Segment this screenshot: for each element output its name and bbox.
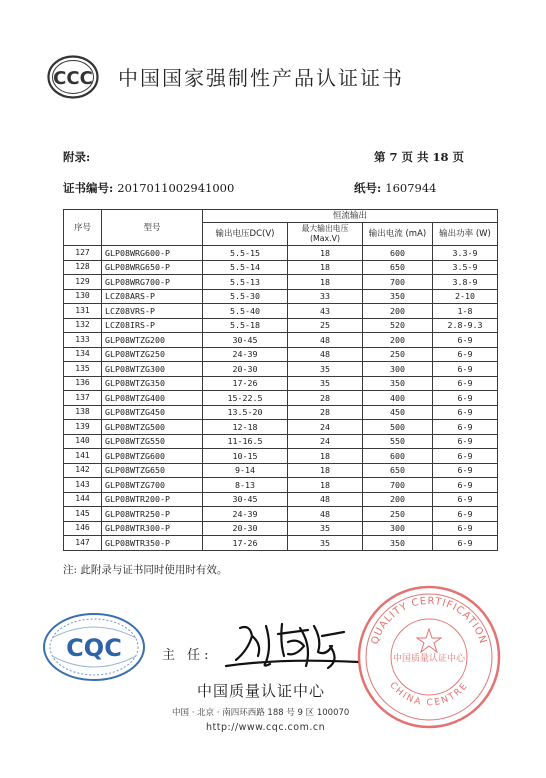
page-info: 第 7 页 共 18 页 [374,150,465,164]
row-current: 450 [363,405,433,420]
row-max-voltage: 35 [288,376,363,391]
row-seq: 140 [64,434,102,449]
header-constant-current: 恒流输出 [203,210,498,223]
row-voltage: 17-26 [203,376,288,391]
row-current: 520 [363,318,433,333]
row-voltage: 15-22.5 [203,391,288,406]
row-voltage: 20-30 [203,521,288,536]
quality-certification-seal [354,582,504,732]
row-current: 250 [363,507,433,522]
row-model: GLP08WTR300-P [102,521,203,536]
row-voltage: 5.5-40 [203,304,288,319]
table-row [64,318,498,333]
row-max-voltage: 18 [288,449,363,464]
header-power: 输出功率 (W) [433,223,498,246]
row-max-voltage: 48 [288,333,363,348]
row-seq: 132 [64,318,102,333]
row-current: 200 [363,492,433,507]
paper-number-value: 1607944 [385,181,437,195]
row-seq: 129 [64,275,102,290]
row-voltage: 9-14 [203,463,288,478]
table-row [64,405,498,420]
row-model: GLP08WRG650-P [102,260,203,275]
table-row [64,289,498,304]
row-model: GLP08WTZG200 [102,333,203,348]
row-power: 6-9 [433,376,498,391]
table-row [64,521,498,536]
row-seq: 144 [64,492,102,507]
header-seq: 序号 [64,210,102,246]
row-seq: 146 [64,521,102,536]
annex-table [63,209,498,551]
seal-text-cn: 中国质量认证中心 [392,654,466,664]
row-current: 700 [363,478,433,493]
table-row [64,347,498,362]
row-voltage: 8-13 [203,478,288,493]
row-seq: 139 [64,420,102,435]
row-max-voltage: 18 [288,463,363,478]
row-seq: 134 [64,347,102,362]
row-max-voltage: 48 [288,492,363,507]
table-row [64,275,498,290]
issuer-url: http://www.cqc.com.cn [206,722,326,733]
row-power: 3.8-9 [433,275,498,290]
row-model: GLP08WTZG450 [102,405,203,420]
row-seq: 147 [64,536,102,551]
cert-number-label: 证书编号: [63,181,114,195]
row-power: 6-9 [433,434,498,449]
table-row [64,333,498,348]
row-max-voltage: 48 [288,347,363,362]
row-current: 700 [363,275,433,290]
row-model: GLP08WTZG700 [102,478,203,493]
table-row [64,536,498,551]
row-voltage: 17-26 [203,536,288,551]
header-voltage: 输出电压DC(V) [203,223,288,246]
table-row [64,362,498,377]
row-seq: 136 [64,376,102,391]
row-voltage: 5.5-14 [203,260,288,275]
row-voltage: 5.5-30 [203,289,288,304]
table-row [64,434,498,449]
header-model: 型号 [102,210,203,246]
row-current: 400 [363,391,433,406]
row-max-voltage: 18 [288,246,363,261]
table-row [64,260,498,275]
row-voltage: 24-39 [203,507,288,522]
svg-text:CHINA CENTRE [387,681,470,709]
row-max-voltage: 28 [288,405,363,420]
row-current: 650 [363,463,433,478]
table-row [64,246,498,261]
table-body [64,246,498,551]
row-max-voltage: 18 [288,260,363,275]
row-seq: 141 [64,449,102,464]
row-power: 1-8 [433,304,498,319]
row-power: 6-9 [433,507,498,522]
row-model: GLP08WTR350-P [102,536,203,551]
row-power: 6-9 [433,405,498,420]
table-row [64,391,498,406]
row-max-voltage: 43 [288,304,363,319]
row-max-voltage: 33 [288,289,363,304]
row-model: LCZ08IRS-P [102,318,203,333]
row-voltage: 30-45 [203,492,288,507]
row-current: 350 [363,376,433,391]
row-model: GLP08WTZG350 [102,376,203,391]
row-voltage: 20-30 [203,362,288,377]
row-voltage: 5.5-18 [203,318,288,333]
ccc-logo [47,55,99,99]
row-model: GLP08WRG700-P [102,275,203,290]
row-current: 500 [363,420,433,435]
row-current: 550 [363,434,433,449]
row-seq: 138 [64,405,102,420]
row-seq: 130 [64,289,102,304]
table-row [64,420,498,435]
row-voltage: 5.5-15 [203,246,288,261]
seal-text-top: QUALITY CERTIFICATION [369,595,489,646]
row-max-voltage: 24 [288,420,363,435]
row-power: 6-9 [433,536,498,551]
row-seq: 128 [64,260,102,275]
row-seq: 137 [64,391,102,406]
row-power: 3.3-9 [433,246,498,261]
issuer-name: 中国质量认证中心 [197,682,326,700]
row-current: 600 [363,449,433,464]
row-max-voltage: 35 [288,536,363,551]
row-current: 300 [363,521,433,536]
row-model: LCZ08ARS-P [102,289,203,304]
row-current: 600 [363,246,433,261]
row-voltage: 30-45 [203,333,288,348]
row-current: 350 [363,536,433,551]
table-row [64,304,498,319]
table-row [64,507,498,522]
paper-number [354,180,436,196]
table-row [64,376,498,391]
row-seq: 135 [64,362,102,377]
row-model: GLP08WTZG500 [102,420,203,435]
row-voltage: 24-39 [203,347,288,362]
row-max-voltage: 24 [288,434,363,449]
table-row [64,478,498,493]
row-max-voltage: 18 [288,478,363,493]
table-row [64,492,498,507]
row-voltage: 12-18 [203,420,288,435]
row-seq: 133 [64,333,102,348]
row-voltage: 5.5-13 [203,275,288,290]
row-current: 650 [363,260,433,275]
row-power: 6-9 [433,333,498,348]
row-model: GLP08WTR200-P [102,492,203,507]
row-model: GLP08WTZG250 [102,347,203,362]
row-power: 6-9 [433,492,498,507]
row-current: 250 [363,347,433,362]
seal-text-bottom: CHINA CENTRE [387,680,471,709]
row-seq: 145 [64,507,102,522]
row-voltage: 13.5-20 [203,405,288,420]
row-voltage: 11-16.5 [203,434,288,449]
seal-star-icon [417,629,441,652]
issuer-address: 中国 · 北京 · 南四环西路 188 号 9 区 100070 [172,708,350,718]
row-voltage: 10-15 [203,449,288,464]
cqc-logo [42,612,146,682]
row-power: 6-9 [433,420,498,435]
row-model: GLP08WTR250-P [102,507,203,522]
row-power: 3.5-9 [433,260,498,275]
cert-number [63,180,234,196]
row-model: GLP08WTZG400 [102,391,203,406]
svg-text:QUALITY CERTIFICATION [370,596,489,646]
row-seq: 131 [64,304,102,319]
row-model: GLP08WTZG550 [102,434,203,449]
row-model: GLP08WTZG600 [102,449,203,464]
row-current: 200 [363,333,433,348]
row-current: 200 [363,304,433,319]
row-power: 6-9 [433,391,498,406]
row-seq: 127 [64,246,102,261]
row-current: 300 [363,362,433,377]
row-model: GLP08WTZG650 [102,463,203,478]
header-current: 输出电流 (mA) [363,223,433,246]
row-max-voltage: 28 [288,391,363,406]
row-current: 350 [363,289,433,304]
row-max-voltage: 48 [288,507,363,522]
cqc-logo-text: CQC [66,634,122,662]
row-max-voltage: 35 [288,521,363,536]
ccc-logo-text: CCC [53,68,93,89]
row-power: 6-9 [433,347,498,362]
paper-number-label: 纸号: [354,181,382,195]
cert-number-value: 2017011002941000 [117,181,235,195]
row-power: 6-9 [433,463,498,478]
row-seq: 142 [64,463,102,478]
row-power: 6-9 [433,478,498,493]
row-model: GLP08WRG600-P [102,246,203,261]
row-seq: 143 [64,478,102,493]
row-model: LCZ08VRS-P [102,304,203,319]
row-power: 6-9 [433,521,498,536]
table-row [64,449,498,464]
header-max-voltage: 最大输出电压 (Max.V) [288,223,363,246]
row-power: 2-10 [433,289,498,304]
row-model: GLP08WTZG300 [102,362,203,377]
row-power: 2.8-9.3 [433,318,498,333]
director-signature [222,616,362,672]
table-row [64,463,498,478]
row-power: 6-9 [433,362,498,377]
annex-label: 附录: [63,150,91,164]
annex-note: 注: 此附录与证书同时使用时有效。 [63,564,228,576]
row-power: 6-9 [433,449,498,464]
row-max-voltage: 35 [288,362,363,377]
row-max-voltage: 25 [288,318,363,333]
row-max-voltage: 18 [288,275,363,290]
page-title: 中国国家强制性产品认证证书 [118,66,404,90]
director-label: 主 任: [162,648,213,663]
